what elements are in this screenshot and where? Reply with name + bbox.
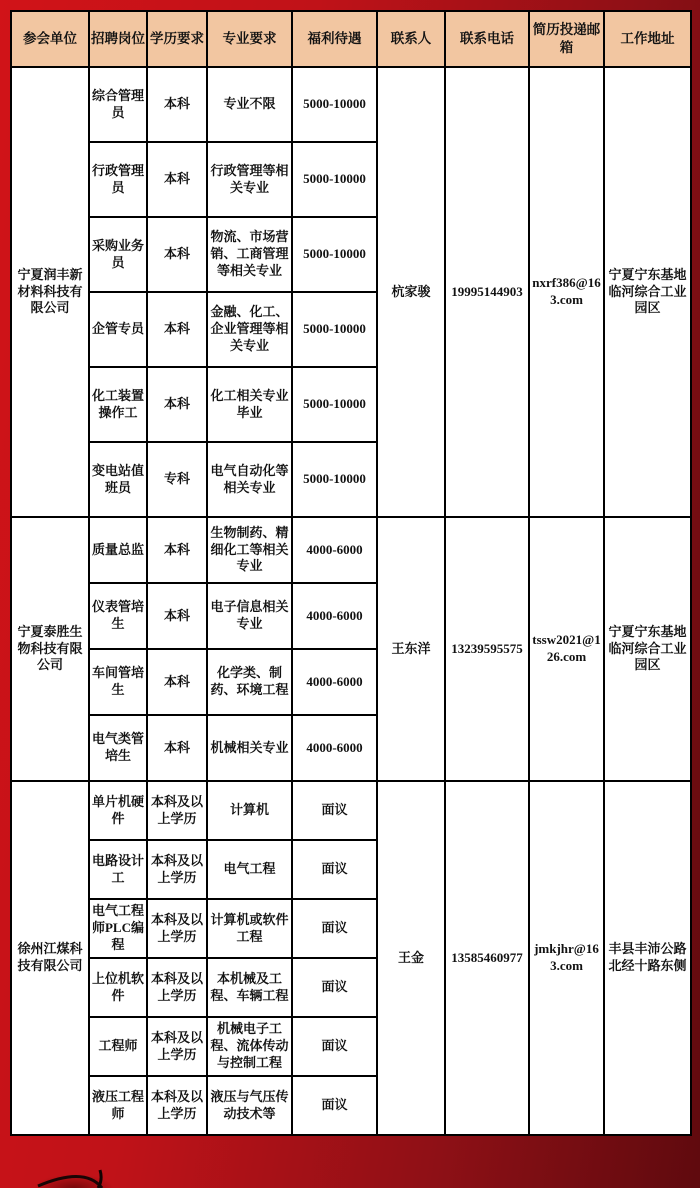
header-address: 工作地址 (604, 11, 691, 67)
education-cell: 本科及以上学历 (147, 840, 207, 899)
company-name-cell: 宁夏泰胜生物科技有限公司 (11, 517, 89, 781)
major-cell: 电子信息相关专业 (207, 583, 292, 649)
education-cell: 本科 (147, 142, 207, 217)
salary-cell: 面议 (292, 899, 377, 958)
table-row (11, 67, 691, 142)
position-cell: 综合管理员 (89, 67, 147, 142)
major-cell: 生物制药、精细化工等相关专业 (207, 517, 292, 583)
education-cell: 本科及以上学历 (147, 958, 207, 1017)
education-cell: 本科 (147, 367, 207, 442)
table-header-row (11, 11, 691, 67)
phone-cell: 13239595575 (445, 517, 529, 781)
email-cell: tssw2021@126.com (529, 517, 604, 781)
major-cell: 金融、化工、企业管理等相关专业 (207, 292, 292, 367)
company-name-cell: 宁夏润丰新材料科技有限公司 (11, 67, 89, 517)
position-cell: 仪表管培生 (89, 583, 147, 649)
header-email: 简历投递邮箱 (529, 11, 604, 67)
position-cell: 工程师 (89, 1017, 147, 1076)
position-cell: 电路设计工 (89, 840, 147, 899)
contact-cell: 王金 (377, 781, 445, 1135)
salary-cell: 4000-6000 (292, 583, 377, 649)
salary-cell: 面议 (292, 958, 377, 1017)
company-name-cell: 徐州江煤科技有限公司 (11, 781, 89, 1135)
header-education: 学历要求 (147, 11, 207, 67)
salary-cell: 4000-6000 (292, 517, 377, 583)
major-cell: 行政管理等相关专业 (207, 142, 292, 217)
education-cell: 本科 (147, 649, 207, 715)
email-cell: jmkjhr@163.com (529, 781, 604, 1135)
position-cell: 企管专员 (89, 292, 147, 367)
position-cell: 电气类管培生 (89, 715, 147, 781)
education-cell: 本科及以上学历 (147, 1017, 207, 1076)
position-cell: 电气工程师PLC编程 (89, 899, 147, 958)
header-company: 参会单位 (11, 11, 89, 67)
email-cell: nxrf386@163.com (529, 67, 604, 517)
salary-cell: 5000-10000 (292, 142, 377, 217)
contact-cell: 杭家骏 (377, 67, 445, 517)
major-cell: 机械相关专业 (207, 715, 292, 781)
major-cell: 化学类、制药、环境工程 (207, 649, 292, 715)
salary-cell: 5000-10000 (292, 67, 377, 142)
salary-cell: 面议 (292, 1017, 377, 1076)
header-salary: 福利待遇 (292, 11, 377, 67)
table-row (11, 517, 691, 583)
position-cell: 质量总监 (89, 517, 147, 583)
position-cell: 采购业务员 (89, 217, 147, 292)
major-cell: 计算机或软件工程 (207, 899, 292, 958)
major-cell: 电气自动化等相关专业 (207, 442, 292, 517)
education-cell: 本科 (147, 217, 207, 292)
decorative-curve (30, 1148, 190, 1188)
salary-cell: 面议 (292, 1076, 377, 1135)
salary-cell: 4000-6000 (292, 715, 377, 781)
major-cell: 本机械及工程、车辆工程 (207, 958, 292, 1017)
salary-cell: 5000-10000 (292, 292, 377, 367)
education-cell: 本科 (147, 67, 207, 142)
education-cell: 专科 (147, 442, 207, 517)
salary-cell: 5000-10000 (292, 442, 377, 517)
salary-cell: 5000-10000 (292, 367, 377, 442)
education-cell: 本科 (147, 583, 207, 649)
major-cell: 化工相关专业毕业 (207, 367, 292, 442)
position-cell: 液压工程师 (89, 1076, 147, 1135)
major-cell: 专业不限 (207, 67, 292, 142)
salary-cell: 4000-6000 (292, 649, 377, 715)
position-cell: 化工装置操作工 (89, 367, 147, 442)
education-cell: 本科 (147, 292, 207, 367)
address-cell: 宁夏宁东基地临河综合工业园区 (604, 517, 691, 781)
education-cell: 本科 (147, 715, 207, 781)
recruitment-table (10, 10, 692, 1136)
contact-cell: 王东洋 (377, 517, 445, 781)
major-cell: 机械电子工程、流体传动与控制工程 (207, 1017, 292, 1076)
phone-cell: 19995144903 (445, 67, 529, 517)
bottom-ribbon-shadow (34, 1174, 114, 1188)
education-cell: 本科及以上学历 (147, 899, 207, 958)
position-cell: 车间管培生 (89, 649, 147, 715)
header-phone: 联系电话 (445, 11, 529, 67)
position-cell: 单片机硬件 (89, 781, 147, 840)
education-cell: 本科 (147, 517, 207, 583)
recruitment-table-container (10, 10, 690, 1136)
major-cell: 液压与气压传动技术等 (207, 1076, 292, 1135)
major-cell: 计算机 (207, 781, 292, 840)
salary-cell: 5000-10000 (292, 217, 377, 292)
address-cell: 宁夏宁东基地临河综合工业园区 (604, 67, 691, 517)
salary-cell: 面议 (292, 781, 377, 840)
table-row (11, 781, 691, 840)
address-cell: 丰县丰沛公路北经十路东侧 (604, 781, 691, 1135)
major-cell: 电气工程 (207, 840, 292, 899)
position-cell: 上位机软件 (89, 958, 147, 1017)
education-cell: 本科及以上学历 (147, 781, 207, 840)
position-cell: 行政管理员 (89, 142, 147, 217)
position-cell: 变电站值班员 (89, 442, 147, 517)
header-major: 专业要求 (207, 11, 292, 67)
salary-cell: 面议 (292, 840, 377, 899)
header-contact: 联系人 (377, 11, 445, 67)
education-cell: 本科及以上学历 (147, 1076, 207, 1135)
header-position: 招聘岗位 (89, 11, 147, 67)
major-cell: 物流、市场营销、工商管理等相关专业 (207, 217, 292, 292)
phone-cell: 13585460977 (445, 781, 529, 1135)
